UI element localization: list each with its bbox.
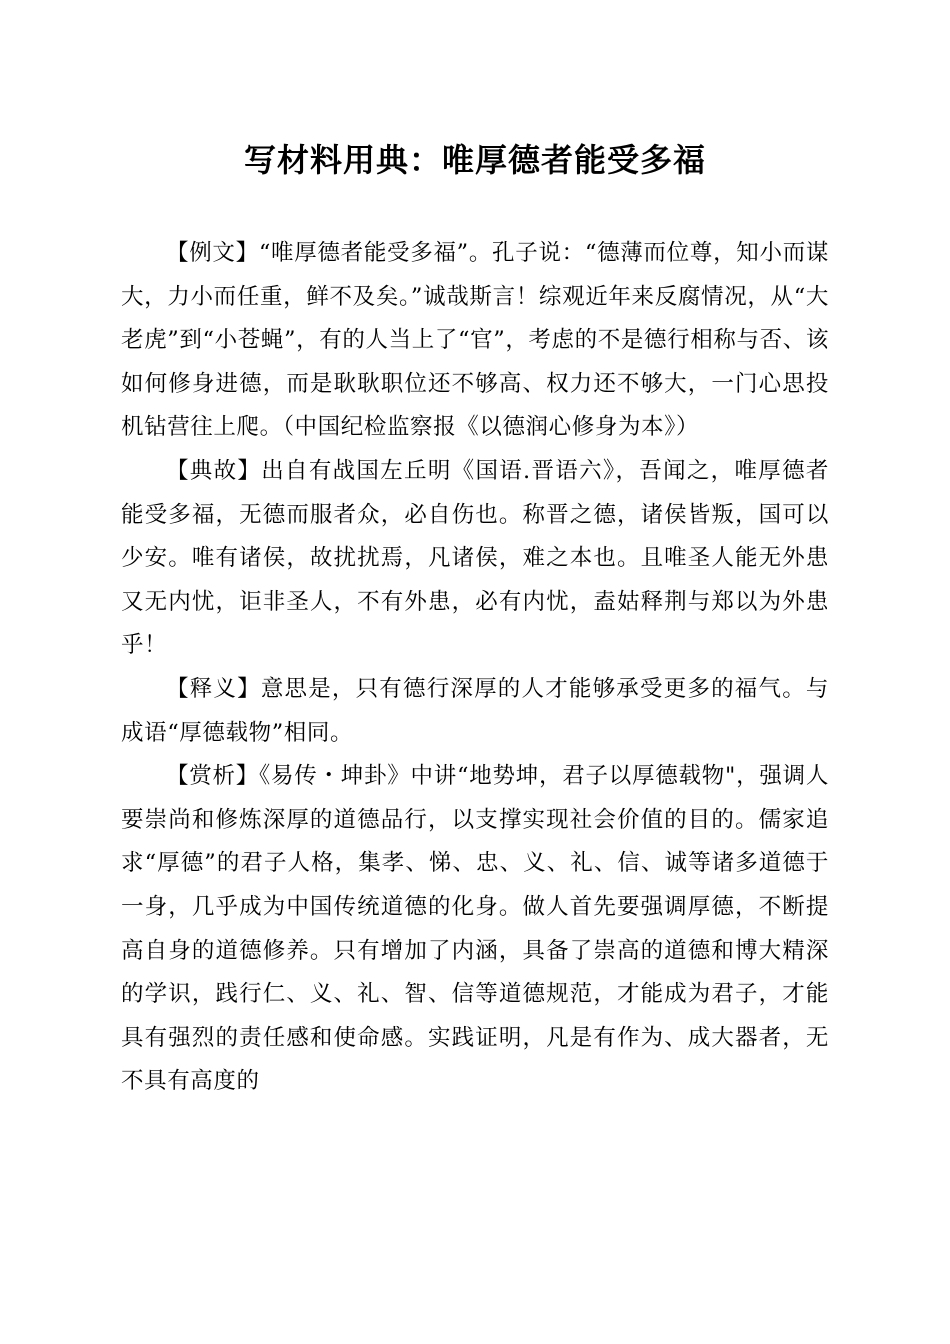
paragraph-text: 意思是，只有德行深厚的人才能够承受更多的福气。与成语“厚德载物”相同。: [121, 675, 830, 746]
page-title: 写材料用典：唯厚德者能受多福: [243, 141, 706, 179]
paragraph-allusion: [121, 450, 829, 668]
paragraph-example: [121, 232, 829, 450]
paragraph-tag: 【释义】: [166, 675, 261, 702]
paragraph-text: 出自有战国左丘明《国语.晋语六》，吾闻之，唯厚德者能受多福，无德而服者众，必自伤也。称晋之德，诸侯皆叛，国可以少安。唯有诸侯，故扰扰焉，凡诸侯，难之本也。且唯圣人能无外患又无内忧，讵非圣人，不有外患，必有内忧，盍姑释荆与郑以为外患乎！: [121, 457, 829, 659]
paragraph-tag: 【例文】: [166, 240, 259, 266]
paragraph-text: 《易传・坤卦》中讲“地势坤，君子以厚德载物"，强调人要崇尚和修炼深厚的道德品行，以支撑实现社会价值的目的。儒家追求“厚德”的君子人格，集孝、悌、忠、义、礼、信、诚等诸多道德于一身，几乎成为中国传统道德的化身。做人首先要强调厚德，不断提高自身的道德修养。只有增加了内涵，具备了崇高的道德和博大精深的学识，践行仁、义、礼、智、信等道德规范，才能成为君子，才能具有强烈的责任感和使命感。实践证明，凡是有作为、成大器者，无不具有高度的: [121, 763, 830, 1095]
paragraph-meaning: [121, 668, 829, 755]
paragraph-tag: 【典故】: [166, 457, 262, 484]
document-body: [121, 232, 829, 1104]
paragraph-text: “唯厚德者能受多福”。孔子说：“德薄而位尊，知小而谋大，力小而任重，鲜不及矣。”诚哉斯言！综观近年来反腐情况，从“大老虎”到“小苍蝇”，有的人当上了“官”，考虑的不是德行相称与否、该如何修身进德，而是耿耿职位还不够高、权力还不够大，一门心思投机钻营往上爬。（中国纪检监察报《以德润心修身为本》）: [121, 240, 829, 441]
paragraph-appreciation: [121, 755, 829, 1104]
paragraph-tag: 【赏析】: [166, 763, 260, 790]
